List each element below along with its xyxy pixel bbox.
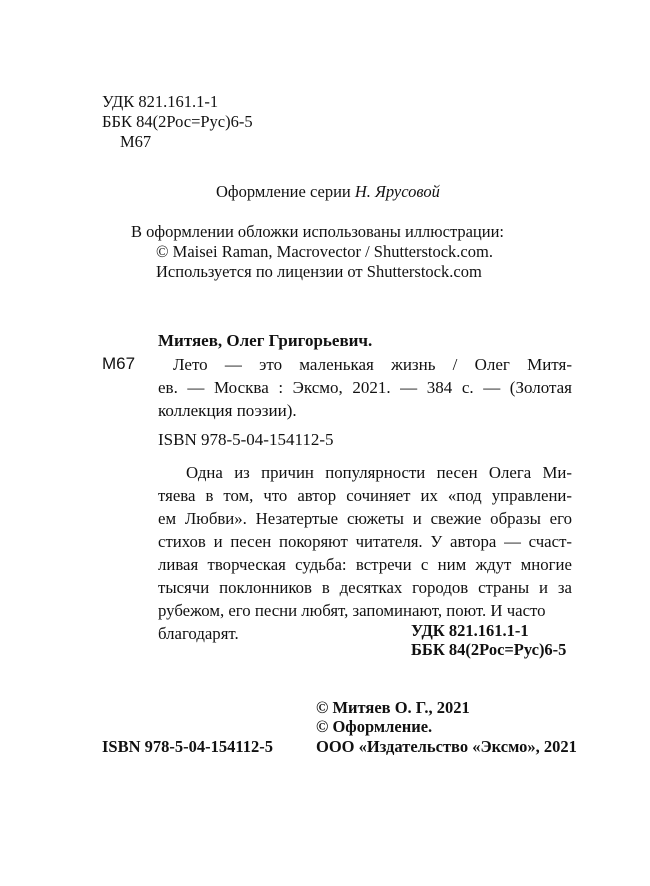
annotation-line: благодарят. bbox=[158, 624, 239, 643]
bbk-top: ББК 84(2Рос=Рус)6-5 bbox=[102, 112, 253, 131]
copyright-design: © Оформление. bbox=[316, 717, 433, 736]
bibliography-line-3: коллекция поэзии). bbox=[158, 401, 297, 420]
series-designer-name: Н. Ярусовой bbox=[354, 182, 440, 201]
annotation-line: Одна из причин популярности песен Олега Ми- bbox=[186, 463, 572, 482]
isbn-bottom: ISBN 978-5-04-154112-5 bbox=[102, 737, 273, 756]
series-design-label: Оформление серии bbox=[216, 182, 355, 201]
annotation-line: ем Любви». Незатертые сюжеты и свежие образы его bbox=[158, 509, 572, 528]
bbk-bottom: ББК 84(2Рос=Рус)6-5 bbox=[411, 640, 567, 659]
isbn-mid: ISBN 978-5-04-154112-5 bbox=[158, 430, 334, 449]
illustrations-line-2: © Maisei Raman, Macrovector / Shutterstock.com. bbox=[156, 242, 493, 261]
annotation-line: стихов и песен покоряют читателя. У автора — счаст- bbox=[158, 532, 572, 551]
udk-bottom: УДК 821.161.1-1 bbox=[411, 621, 529, 640]
annotation-line: ливая творческая судьба: встречи с ним ждут многие bbox=[158, 555, 572, 574]
copyright-publisher: ООО «Издательство «Эксмо», 2021 bbox=[316, 737, 577, 756]
bibliography-line-1: Лето — это маленькая жизнь / Олег Митя- bbox=[173, 355, 572, 374]
annotation-line: тяева в том, что автор сочиняет их «под управлени- bbox=[158, 486, 572, 505]
udk-top: УДК 821.161.1-1 bbox=[102, 92, 219, 111]
copyright-author: © Митяев О. Г., 2021 bbox=[316, 698, 470, 717]
annotation-line: тысячи поклонников в десятках городов страны и за bbox=[158, 578, 572, 597]
bibliography-line-2: ев. — Москва : Эксмо, 2021. — 384 с. — (Золотая bbox=[158, 378, 572, 397]
author-code-mid: М67 bbox=[102, 354, 136, 373]
author-code-top: М67 bbox=[120, 132, 152, 151]
illustrations-line-3: Используется по лицензии от Shutterstock.com bbox=[156, 262, 482, 281]
illustrations-line-1: В оформлении обложки использованы иллюстрации: bbox=[131, 222, 505, 241]
annotation-line: рубежом, его песни любят, запоминают, поют. И часто bbox=[158, 601, 546, 620]
book-author: Митяев, Олег Григорьевич. bbox=[158, 331, 373, 350]
series-design-credit bbox=[216, 182, 440, 201]
